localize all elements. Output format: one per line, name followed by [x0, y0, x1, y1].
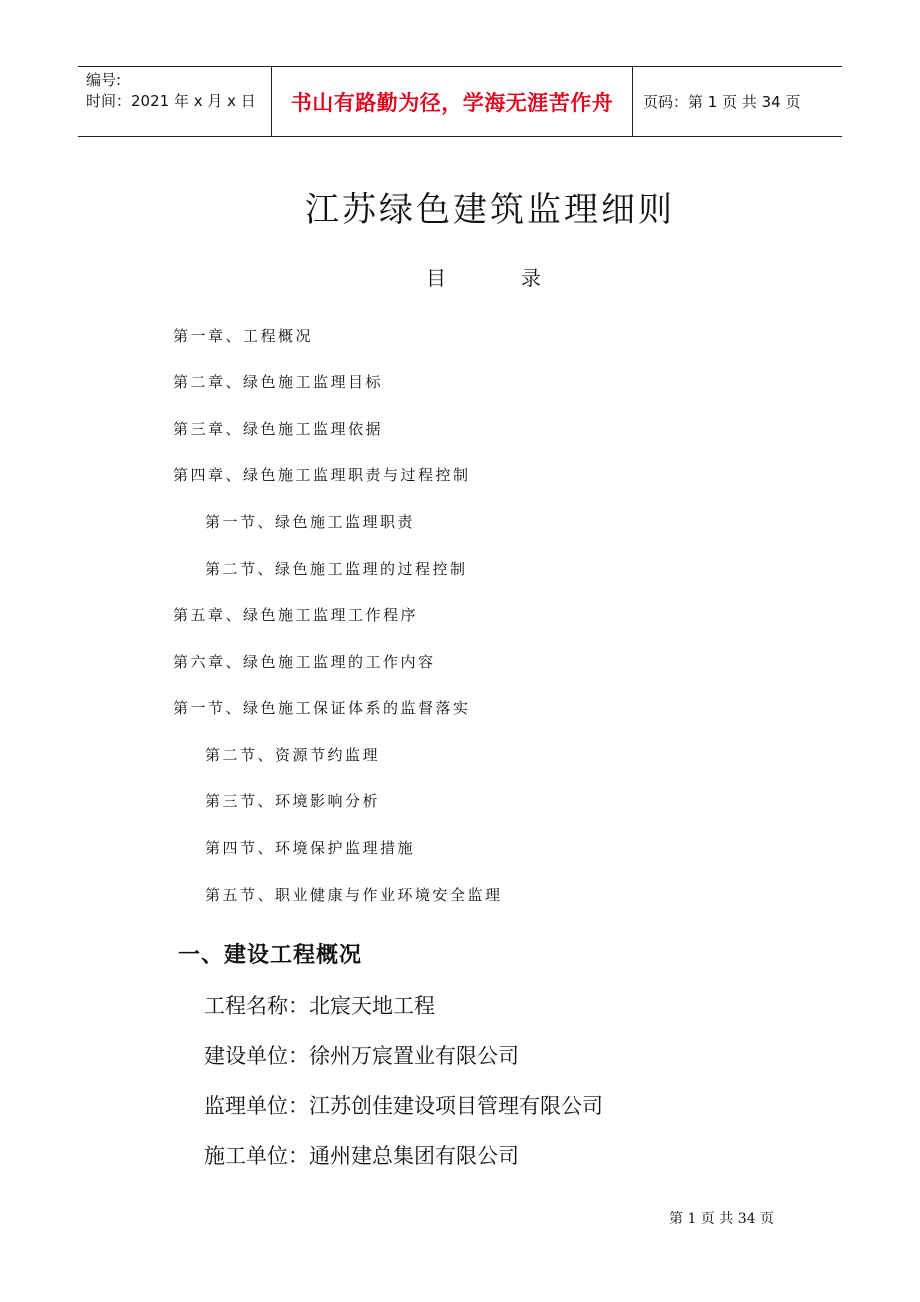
number-label: 编号:	[86, 71, 122, 89]
document-title: 江苏绿色建筑监理细则	[305, 190, 675, 230]
section-heading: 一、建设工程概况	[178, 943, 363, 968]
contractor-line: 施工单位：通州建总集团有限公司	[204, 1144, 519, 1168]
toc-item[interactable]: 第三章、绿色施工监理依据	[173, 420, 384, 438]
header-page-info: 页码：第 1 页 共 34 页	[643, 93, 801, 111]
supervisor-line: 监理单位：江苏创佳建设项目管理有限公司	[204, 1094, 603, 1118]
date-label: 时间：2021 年 x 月 x 日	[86, 92, 256, 110]
toc-item[interactable]: 第二节、资源节约监理	[205, 746, 381, 764]
page-header	[78, 66, 842, 137]
toc-item[interactable]: 第一节、绿色施工保证体系的监督落实	[173, 699, 471, 717]
toc-item[interactable]: 第五节、职业健康与作业环境安全监理	[205, 886, 503, 904]
project-name-line: 工程名称：北宸天地工程	[204, 994, 435, 1018]
toc-item[interactable]: 第一章、工程概况	[173, 327, 314, 345]
motto-text: 书山有路勤为径，学海无涯苦作舟	[290, 90, 614, 115]
toc-item[interactable]: 第六章、绿色施工监理的工作内容	[173, 653, 436, 671]
footer-page-number: 第 1 页 共 34 页	[669, 1211, 774, 1227]
toc-heading-right: 录	[521, 266, 541, 290]
toc-item[interactable]: 第二章、绿色施工监理目标	[173, 373, 384, 391]
header-motto-cell	[272, 67, 633, 136]
toc-heading-left: 目	[426, 266, 446, 290]
toc-item[interactable]: 第五章、绿色施工监理工作程序	[173, 606, 419, 624]
toc-item[interactable]: 第一节、绿色施工监理职责	[205, 513, 416, 531]
header-meta-cell	[78, 67, 272, 136]
toc-item[interactable]: 第二节、绿色施工监理的过程控制	[205, 560, 468, 578]
developer-line: 建设单位：徐州万宸置业有限公司	[204, 1044, 519, 1068]
toc-item[interactable]: 第四章、绿色施工监理职责与过程控制	[173, 466, 471, 484]
header-page-cell	[633, 67, 842, 136]
toc-item[interactable]: 第四节、环境保护监理措施	[205, 839, 416, 857]
toc-item[interactable]: 第三节、环境影响分析	[205, 792, 381, 810]
